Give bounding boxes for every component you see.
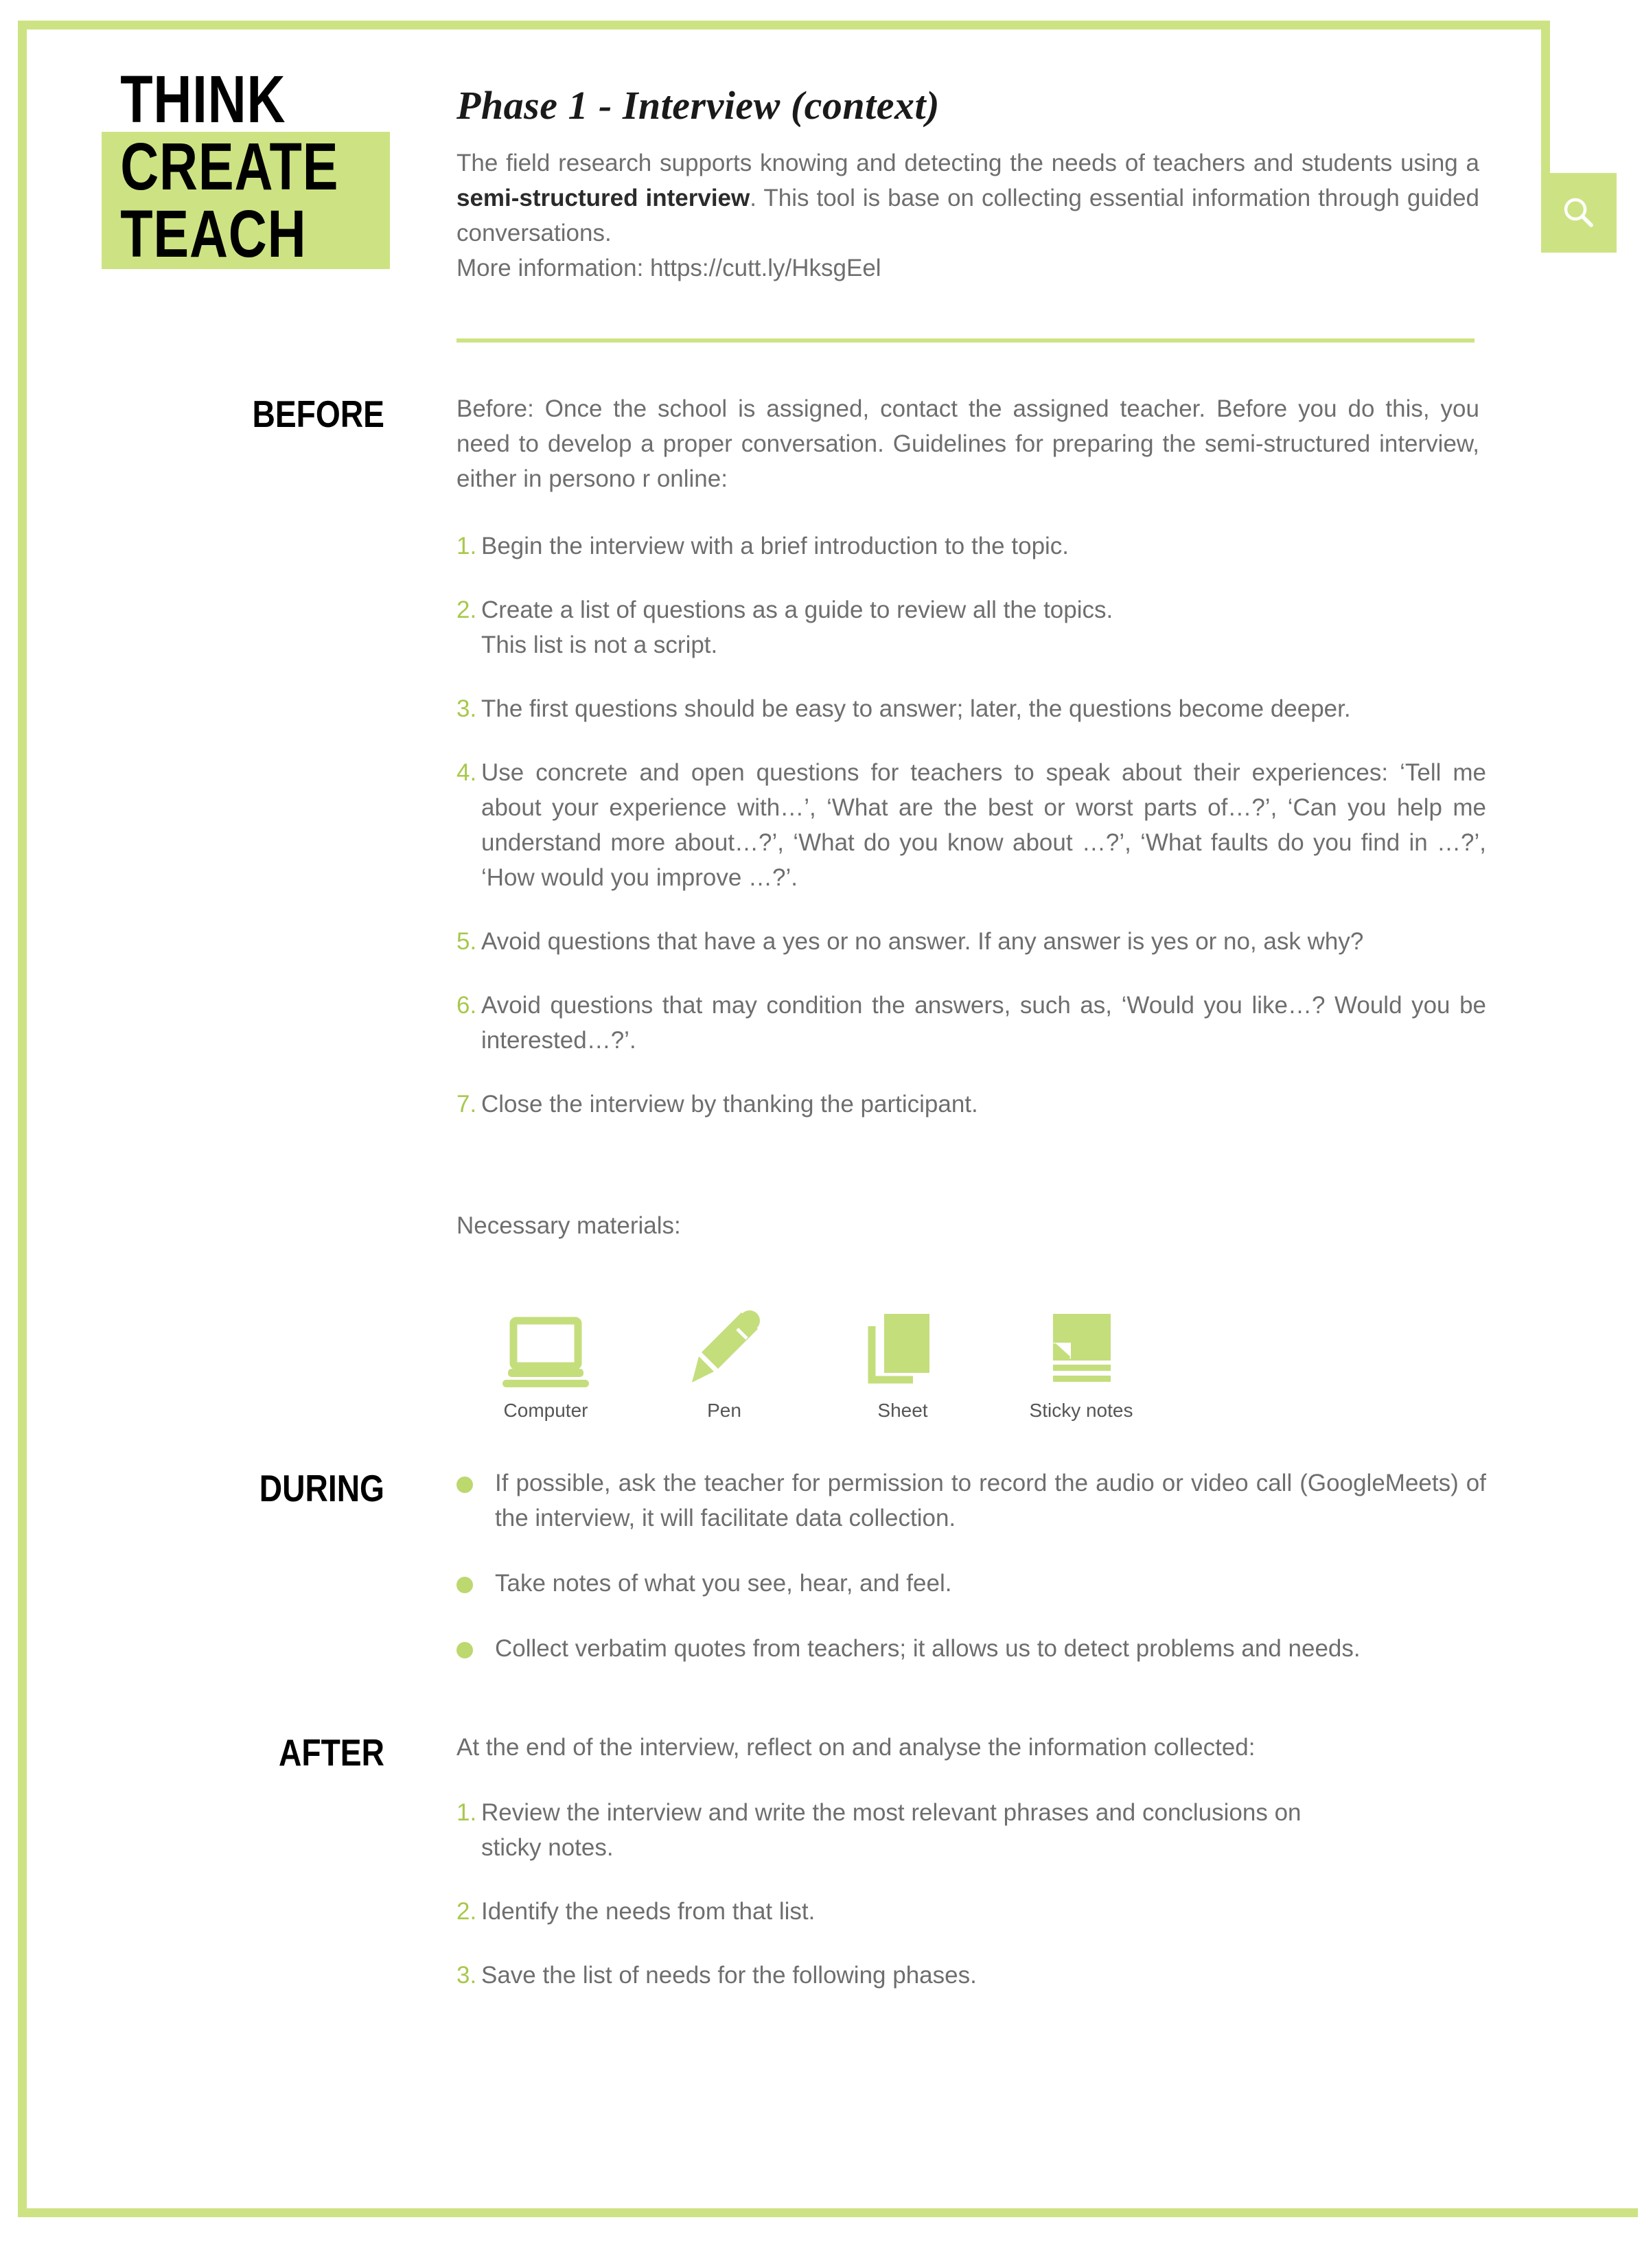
list-item xyxy=(456,1566,1486,1601)
page-title: Phase 1 - Interview (context) xyxy=(456,83,940,128)
list-item-number: 3. xyxy=(456,695,477,722)
list-item-number: 6. xyxy=(456,992,477,1019)
list-item-text: Avoid questions that may condition the answers, such as, ‘Would you like…? Would you be interested…?’. xyxy=(481,992,1486,1054)
materials-title: Necessary materials: xyxy=(456,1212,681,1239)
list-item xyxy=(456,1894,1486,1929)
list-item xyxy=(456,592,1486,662)
section-label-after: AFTER xyxy=(279,1731,384,1774)
section-label-before: BEFORE xyxy=(252,393,384,435)
material-sticky-notes xyxy=(992,1304,1170,1422)
section-label-during: DURING xyxy=(259,1467,384,1509)
list-item xyxy=(456,529,1486,564)
list-item-number: 5. xyxy=(456,928,477,955)
list-item xyxy=(456,755,1486,895)
header-paragraph-emphasis: semi-structured interview xyxy=(456,185,750,211)
list-item-text: Collect verbatim quotes from teachers; it allows us to detect problems and needs. xyxy=(495,1635,1361,1662)
list-item-number: 4. xyxy=(456,759,477,786)
materials-row xyxy=(456,1304,1212,1422)
after-steps-list xyxy=(456,1795,1486,1993)
logo-line-think: THINK xyxy=(120,62,286,137)
search-icon xyxy=(1561,195,1597,231)
list-item-text: Close the interview by thanking the participant. xyxy=(481,1091,978,1118)
list-item-text: Use concrete and open questions for teachers to speak about their experiences: ‘Tell me about your experience with…’, ‘What are the best or worst parts of…?’, ‘Can you help me understand more about…?’, ‘What do you know about …?’, ‘What faults do you find in …?’, ‘How would you improve …?’. xyxy=(481,759,1486,891)
list-item-number: 7. xyxy=(456,1091,477,1118)
list-item xyxy=(456,924,1486,959)
list-item-text: Save the list of needs for the following phases. xyxy=(481,1962,977,1989)
list-item-number: 2. xyxy=(456,1898,477,1925)
header-paragraph-part2: . This tool is base on collecting essential information through guided conversations. xyxy=(456,185,1480,246)
list-item xyxy=(456,1087,1486,1122)
during-bullet-list xyxy=(456,1466,1486,1666)
list-item-text: Take notes of what you see, hear, and feel. xyxy=(495,1570,952,1597)
list-item-number: 2. xyxy=(456,597,477,623)
bullet-icon xyxy=(456,1477,473,1493)
logo-line-create: CREATE xyxy=(120,129,339,204)
header-more-information: More information: https://cutt.ly/HksgEel xyxy=(456,255,881,281)
list-item-text: Review the interview and write the most relevant phrases and conclusions on sticky notes. xyxy=(481,1795,1486,1865)
list-item xyxy=(456,988,1486,1058)
header-paragraph-part1: The field research supports knowing and detecting the needs of teachers and students using a xyxy=(456,150,1479,176)
pencil-icon xyxy=(686,1304,762,1388)
list-item-text: Begin the interview with a brief introduction to the topic. xyxy=(481,533,1069,559)
list-item-text: Identify the needs from that list. xyxy=(481,1898,816,1925)
material-label: Computer xyxy=(503,1400,588,1421)
before-intro-text: Before: Once the school is assigned, contact the assigned teacher. Before you do this, you need to develop a proper conversation. Guidelines for preparing the semi-structured interview, either in persono r online: xyxy=(456,395,1479,492)
material-label: Sticky notes xyxy=(1029,1400,1133,1421)
list-item-text-line2: sticky notes. xyxy=(481,1834,614,1861)
list-item xyxy=(456,1466,1486,1536)
before-steps-list xyxy=(456,529,1486,1122)
list-item-text: The first questions should be easy to answer; later, the questions become deeper. xyxy=(481,695,1351,722)
header-divider xyxy=(456,338,1475,343)
list-item xyxy=(456,1795,1486,1865)
material-label: Pen xyxy=(707,1400,741,1421)
list-item-text: Avoid questions that have a yes or no answer. If any answer is yes or no, ask why? xyxy=(481,928,1364,955)
material-sheet xyxy=(813,1304,992,1422)
list-item-number: 1. xyxy=(456,533,477,559)
list-item xyxy=(456,1958,1486,1993)
bullet-icon xyxy=(456,1577,473,1593)
logo-wordmark xyxy=(102,62,343,271)
bullet-icon xyxy=(456,1642,473,1658)
logo-line-teach: TEACH xyxy=(120,196,307,271)
material-computer xyxy=(456,1304,635,1422)
list-item-text-line2: This list is not a script. xyxy=(481,632,718,658)
material-pen xyxy=(635,1304,813,1422)
list-item-text: Create a list of questions as a guide to review all the topics. This list is not a script. xyxy=(481,592,1486,662)
after-intro-text: At the end of the interview, reflect on and analyse the information collected: xyxy=(456,1734,1256,1761)
material-label: Sheet xyxy=(877,1400,928,1421)
laptop-icon xyxy=(501,1304,590,1388)
brand-logo xyxy=(102,62,404,271)
list-item-number: 3. xyxy=(456,1962,477,1989)
sticky-notes-icon xyxy=(1043,1304,1119,1388)
frame-border-bottom xyxy=(18,2208,1638,2217)
header-paragraph xyxy=(456,146,1479,286)
list-item xyxy=(456,691,1486,726)
list-item-text: If possible, ask the teacher for permission to record the audio or video call (GoogleMeets) of the interview, it will facilitate data collection. xyxy=(495,1470,1486,1531)
search-button[interactable] xyxy=(1541,173,1617,253)
sheet-icon xyxy=(865,1304,940,1388)
list-item-number: 1. xyxy=(456,1799,477,1826)
list-item xyxy=(456,1631,1486,1666)
